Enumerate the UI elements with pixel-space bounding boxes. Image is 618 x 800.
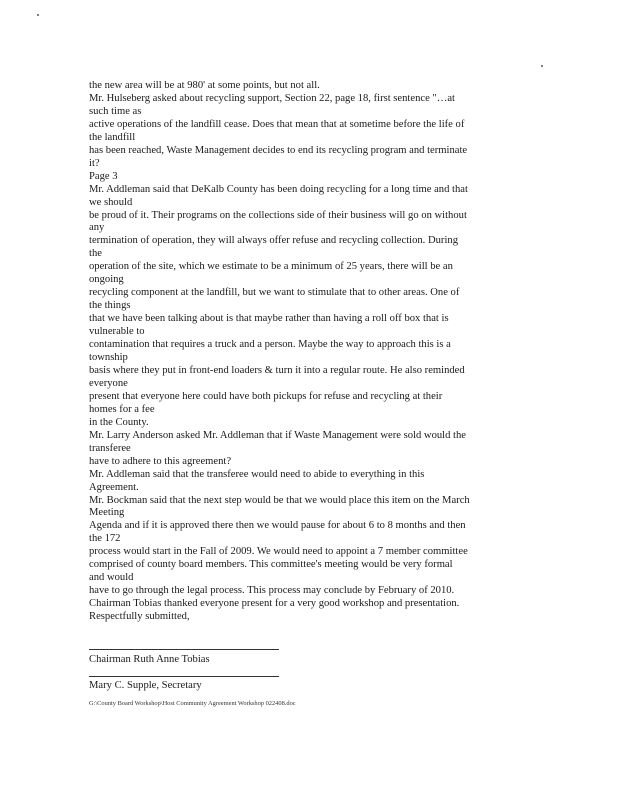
body-line: any	[89, 222, 105, 234]
body-line: Mr. Addleman said that DeKalb County has been doing recycling for a long time and that	[89, 183, 468, 195]
body-line: Agenda and if it is approved there then we would pause for about 6 to 8 months and then	[89, 520, 466, 532]
body-line: contamination that requires a truck and a person. Maybe the way to approach this is a	[89, 339, 451, 351]
body-line: active operations of the landfill cease. Does that mean that at sometime before the life of	[89, 118, 465, 130]
body-line: comprised of county board members. This committee's meeting would be very formal	[89, 559, 453, 571]
body-line: vulnerable to	[89, 326, 145, 338]
body-line: homes for a fee	[89, 403, 155, 415]
scan-speck	[37, 14, 39, 16]
body-line: and would	[89, 572, 134, 584]
document-file-path: G:\County Board Workshop\Host Community Agreement Workshop 022408.doc	[89, 700, 296, 707]
body-line: recycling component at the landfill, but we want to stimulate that to other areas. One of	[89, 287, 460, 299]
body-line: Agreement.	[89, 481, 139, 493]
body-line: operation of the site, which we estimate to be a minimum of 25 years, there will be an	[89, 261, 453, 273]
body-line: in the County.	[89, 416, 149, 428]
body-line: the landfill	[89, 131, 136, 143]
minutes-body	[89, 80, 519, 624]
body-line: process would start in the Fall of 2009. We would need to appoint a 7 member committee	[89, 546, 468, 558]
body-line: basis where they put in front-end loaders & turn it into a regular route. He also reminded	[89, 364, 465, 376]
body-line: it?	[89, 157, 100, 169]
body-line: Chairman Tobias thanked everyone present for a very good workshop and presentation.	[89, 598, 460, 610]
body-line: we should	[89, 196, 133, 208]
body-line: termination of operation, they will always offer refuse and recycling collection. During	[89, 235, 458, 247]
body-line: everyone	[89, 377, 128, 389]
chairman-signature: Chairman Ruth Anne Tobias	[89, 654, 210, 665]
body-line: transferee	[89, 442, 131, 454]
body-line: the	[89, 248, 102, 260]
body-line: Mr. Larry Anderson asked Mr. Addleman that if Waste Management were sold would the	[89, 429, 467, 441]
scan-speck	[541, 65, 543, 67]
body-line: Meeting	[89, 507, 125, 519]
page-marker: Page 3	[89, 170, 118, 182]
body-line: has been reached, Waste Management decides to end its recycling program and terminate	[89, 144, 468, 156]
body-line: the new area will be at 980' at some points, but not all.	[89, 80, 320, 91]
chairman-signature-line	[89, 649, 279, 650]
body-line: present that everyone here could have both pickups for refuse and recycling at their	[89, 390, 443, 402]
body-line: Mr. Hulseberg asked about recycling support, Section 22, page 18, first sentence "…at	[89, 92, 455, 104]
body-line: ongoing	[89, 274, 124, 286]
body-line: have to go through the legal process. This process may conclude by February of 2010.	[89, 585, 455, 597]
body-line: the things	[89, 300, 131, 312]
body-line: such time as	[89, 105, 142, 117]
secretary-signature-line	[89, 676, 279, 677]
body-line: township	[89, 352, 128, 364]
body-line: Mr. Addleman said that the transferee would need to abide to everything in this	[89, 468, 425, 480]
body-line: the 172	[89, 533, 121, 545]
body-line: have to adhere to this agreement?	[89, 455, 232, 467]
secretary-signature: Mary C. Supple, Secretary	[89, 680, 202, 691]
closing-line: Respectfully submitted,	[89, 611, 190, 623]
body-line: that we have been talking about is that maybe rather than having a roll off box that is	[89, 313, 449, 325]
body-line: be proud of it. Their programs on the collections side of their business will go on without	[89, 209, 467, 221]
body-line: Mr. Bockman said that the next step would be that we would place this item on the March	[89, 494, 470, 506]
